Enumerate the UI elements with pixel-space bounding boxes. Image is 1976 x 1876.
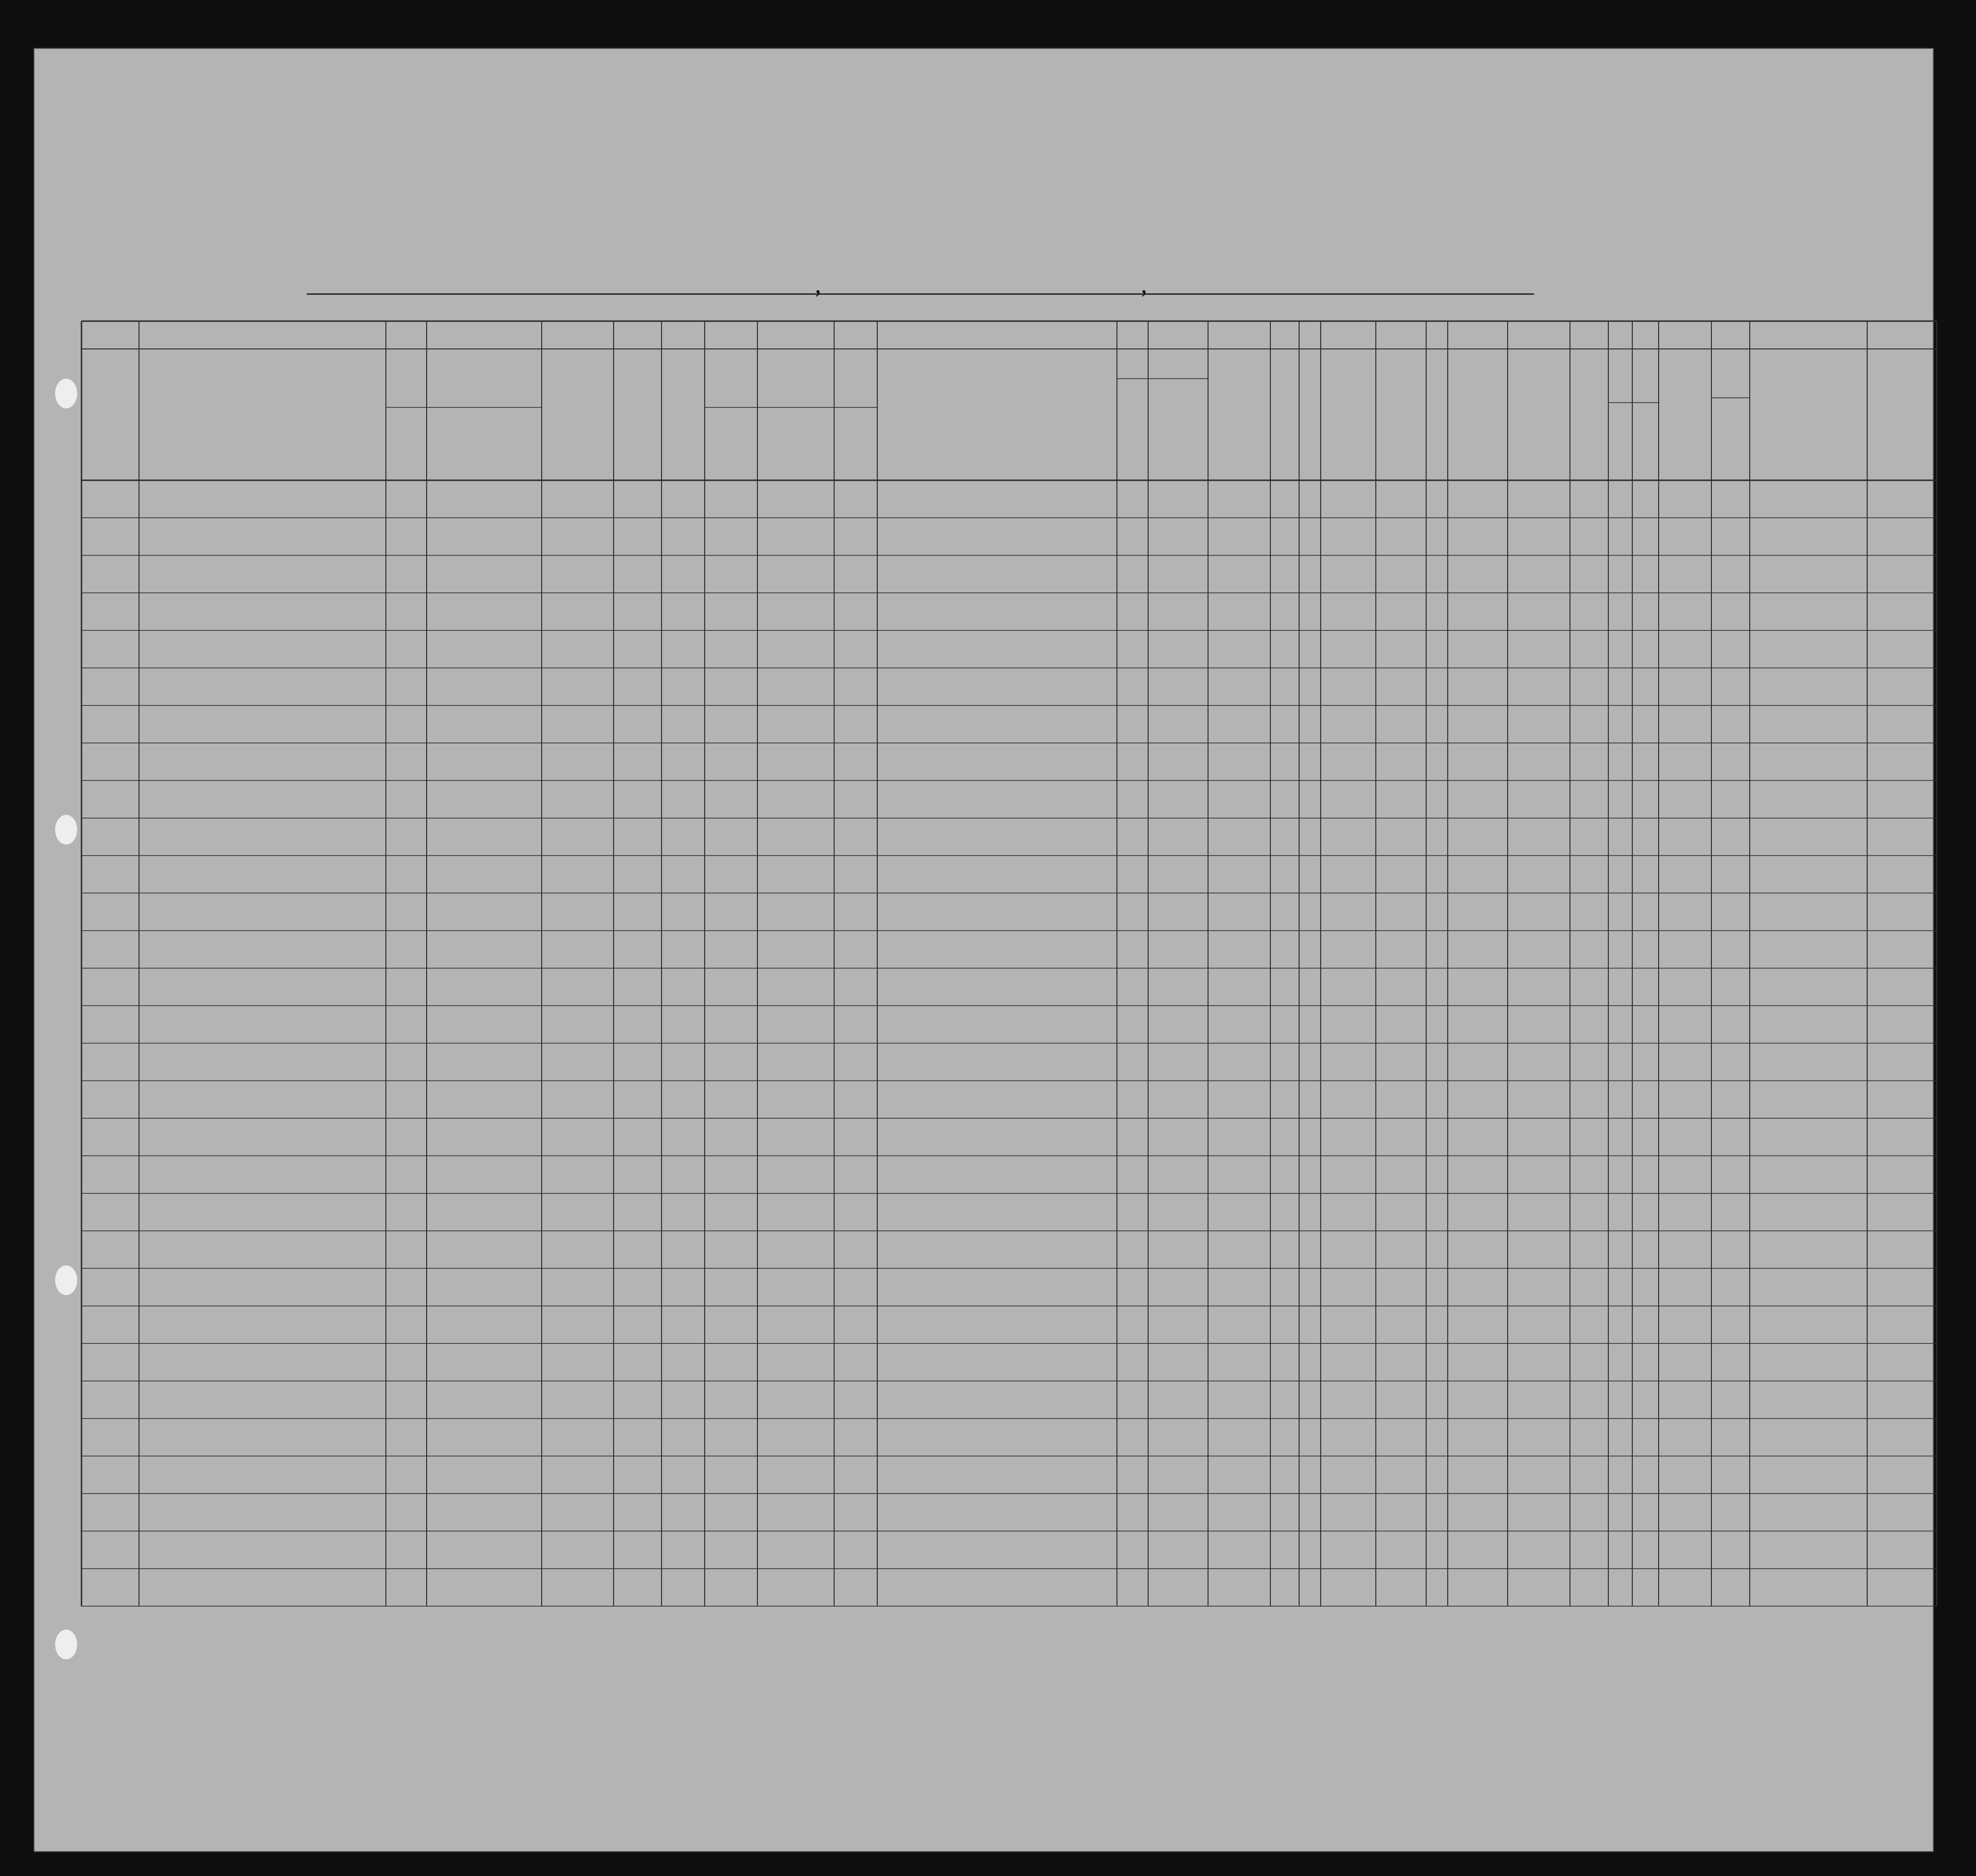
punch-hole bbox=[55, 815, 77, 845]
column-header-vertical bbox=[1122, 383, 1160, 477]
column-header-vertical bbox=[1302, 357, 1318, 477]
comma-1: , bbox=[815, 271, 821, 299]
arriving-underline bbox=[307, 293, 1534, 295]
column-header-vertical bbox=[676, 357, 699, 477]
punch-hole bbox=[55, 1630, 77, 1659]
punch-hole bbox=[55, 1265, 77, 1295]
column-header-vertical bbox=[1167, 383, 1203, 477]
column-header-vertical bbox=[1378, 357, 1424, 477]
punch-hole bbox=[55, 379, 77, 408]
column-header-vertical bbox=[1275, 357, 1294, 477]
column-header-vertical bbox=[1323, 357, 1371, 477]
column-header-vertical bbox=[544, 357, 558, 477]
column-header-vertical bbox=[1429, 357, 1445, 477]
column-header-vertical bbox=[1450, 357, 1472, 477]
column-header-vertical bbox=[1244, 357, 1270, 477]
comma-2: , bbox=[1141, 271, 1147, 299]
